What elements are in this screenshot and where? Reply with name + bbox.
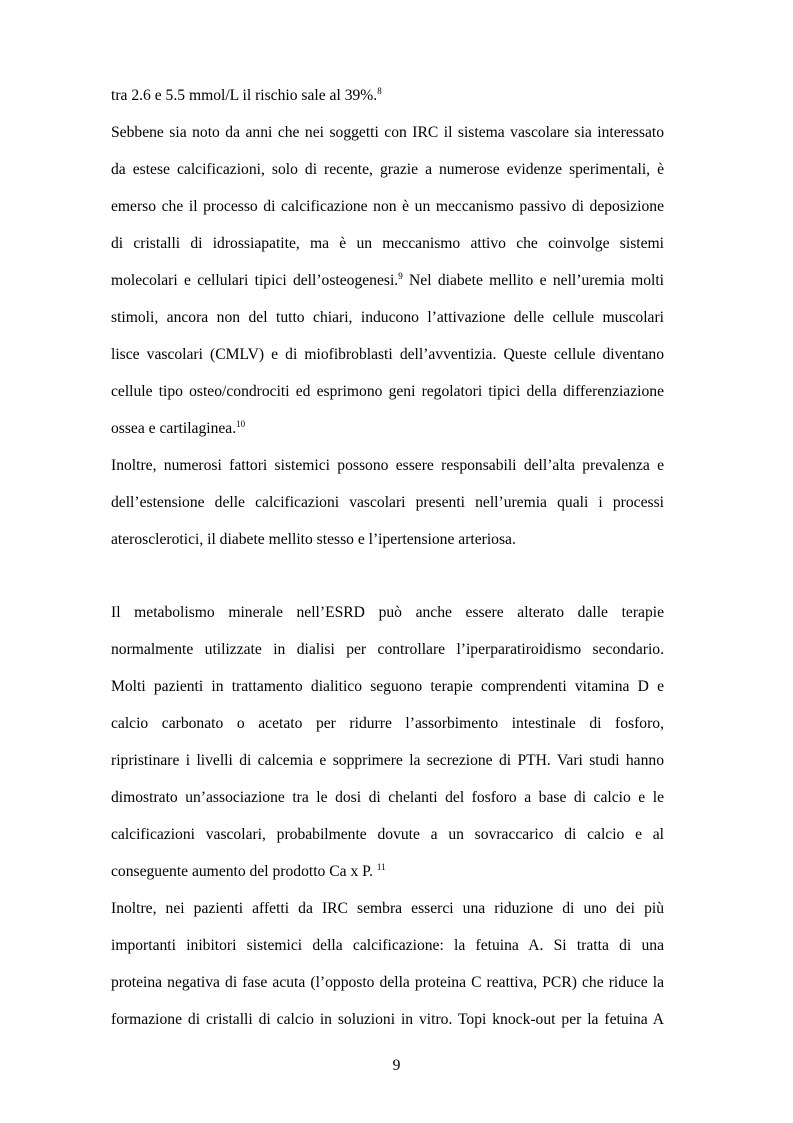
text-line [111,638,664,662]
text-line [111,786,664,810]
page-number: 9 [392,1057,401,1074]
text-line [111,675,664,699]
footnote-ref: 8 [377,86,382,96]
text-line [111,84,664,108]
text-span: cellule tipo osteo/condrociti ed esprimono geni regolatori tipici della differenziazione [111,383,664,400]
text-span: Inoltre, nei pazienti affetti da IRC sembra esserci una riduzione di uno dei più [111,900,664,917]
text-line [111,491,664,515]
text-span: molecolari e cellulari tipici dell’osteogenesi. [111,272,399,289]
text-span: Il metabolismo minerale nell’ESRD può anche essere alterato dalle terapie [111,604,664,621]
text-span: da estese calcificazioni, solo di recente, grazie a numerose evidenze sperimentali, è [111,161,664,178]
text-span: tra 2.6 e 5.5 mmol/L il rischio sale al 39%. [111,87,378,104]
text-span: calcificazioni vascolari, probabilmente dovute a un sovraccarico di calcio e al [111,826,664,843]
text-span: dell’estensione delle calcificazioni vascolari presenti nell’uremia quali i processi [111,494,664,511]
text-line [111,306,664,330]
text-span: normalmente utilizzate in dialisi per controllare l’iperparatiroidismo secondario. [111,641,664,658]
text-span: lisce vascolari (CMLV) e di miofibroblasti dell’avventizia. Queste cellule diventano [111,346,664,363]
text-span: emerso che il processo di calcificazione non è un meccanismo passivo di deposizione [111,198,664,215]
text-span: Nel diabete mellito e nell’uremia molti [402,272,664,289]
text-line [111,601,664,625]
text-line [111,121,664,145]
text-line [111,897,664,921]
text-line [111,380,664,404]
text-line [111,971,664,995]
text-line [111,343,664,367]
text-span: Molti pazienti in trattamento dialitico seguono terapie comprendenti vitamina D e [111,678,664,695]
text-span: calcio carbonato o acetato per ridurre l’assorbimento intestinale di fosforo, [111,715,664,732]
text-line [111,823,664,847]
text-line [111,232,664,256]
footnote-ref: 9 [398,271,403,281]
text-line [111,269,664,293]
text-line [111,195,664,219]
text-span: ossea e cartilaginea. [111,420,237,437]
text-line [111,528,664,552]
text-line [111,749,664,773]
text-span: ripristinare i livelli di calcemia e sopprimere la secrezione di PTH. Vari studi hanno [111,752,664,769]
text-span: di cristalli di idrossiapatite, ma è un meccanismo attivo che coinvolge sistemi [111,235,664,252]
text-line [111,454,664,478]
text-line [111,417,664,441]
text-span: aterosclerotici, il diabete mellito stesso e l’ipertensione arteriosa. [111,531,516,548]
text-line [111,934,664,958]
footnote-ref: 11 [376,862,386,872]
text-span: Inoltre, numerosi fattori sistemici possono essere responsabili dell’alta prevalenza e [111,457,664,474]
text-line [111,158,664,182]
text-span: formazione di cristalli di calcio in soluzioni in vitro. Topi knock-out per la fetuina A [111,1011,664,1028]
text-span: conseguente aumento del prodotto Ca x P. [111,863,377,880]
text-line [111,1008,664,1032]
footnote-ref: 10 [236,419,246,429]
text-span: stimoli, ancora non del tutto chiari, inducono l’attivazione delle cellule muscolari [111,309,664,326]
text-span: Sebbene sia noto da anni che nei soggetti con IRC il sistema vascolare sia interessato [111,124,664,141]
text-span: proteina negativa di fase acuta (l’opposto della proteina C reattiva, PCR) che riduce la [111,974,664,991]
text-line [111,860,664,884]
text-span: dimostrato un’associazione tra le dosi di chelanti del fosforo a base di calcio e le [111,789,664,806]
text-span: importanti inibitori sistemici della calcificazione: la fetuina A. Si tratta di una [111,937,664,954]
text-line [111,712,664,736]
